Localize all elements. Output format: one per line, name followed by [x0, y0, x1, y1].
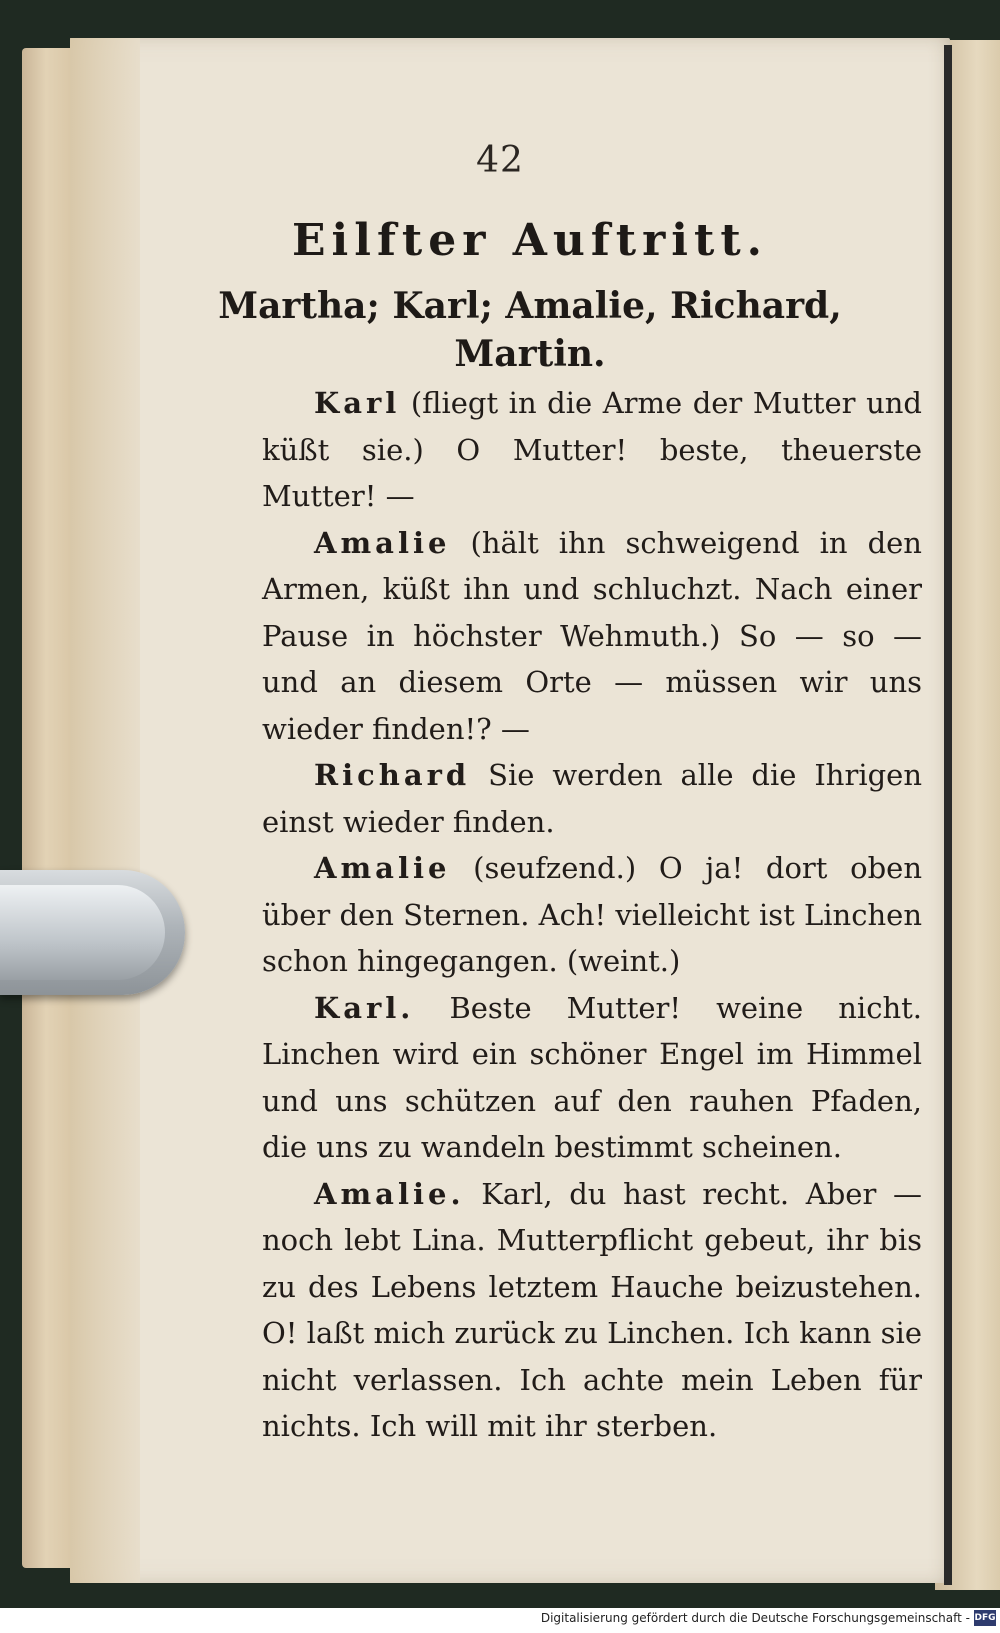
digitization-credit: Digitalisierung gefördert durch die Deutsche Forschungsgemeinschaft -: [540, 1611, 970, 1625]
dialogue-paragraph: [262, 520, 922, 753]
dialogue-text: Sie werden alle die Ihrigen einst wieder finden.: [262, 758, 922, 839]
dialogue-paragraph: [262, 985, 922, 1171]
speaker-name: Richard: [314, 758, 471, 792]
dialogue-text: Karl, du hast recht. Aber — noch lebt Lina. Mutterpflicht gebeut, ihr bis zu des Lebens letztem Hauche beizustehen. O! laßt mich zurück zu Linchen. Ich kann sie nicht verlassen. Ich achte mein Leben für nichts. Ich will mit ihr sterben.: [262, 1176, 922, 1443]
speaker-name: Amalie.: [314, 1176, 465, 1211]
page-gutter: [70, 38, 140, 1583]
dialogue-text: (fliegt in die Arme der Mutter und küßt sie.) O Mutter! beste, theuerste Mutter! —: [262, 386, 922, 513]
dialogue-body: [262, 380, 922, 1450]
dialogue-paragraph: [262, 845, 922, 985]
character-list: Martha; Karl; Amalie, Richard, Martin.: [218, 285, 842, 375]
speaker-name: Amalie: [314, 525, 451, 560]
dialogue-text: Beste Mutter! weine nicht. Linchen wird ein schöner Engel im Himmel und uns schützen auf den rauhen Pfaden, die uns zu wandeln bestimmt scheinen.: [262, 990, 922, 1164]
page-number: 42: [476, 140, 524, 181]
dialogue-paragraph: [262, 380, 922, 520]
dialogue-text: (hält ihn schweigend in den Armen, küßt ihn und schluchzt. Nach einer Pause in höchster Wehmuth.) So — so — und an diesem Orte — müssen wir uns wieder finden!? —: [262, 525, 922, 746]
page-spine-shadow: [944, 45, 952, 1585]
dfg-logo-icon: DFG: [974, 1610, 996, 1626]
speaker-name: Amalie: [314, 851, 451, 885]
dialogue-paragraph: [262, 752, 922, 845]
speaker-name: Karl: [314, 386, 401, 420]
speaker-name: Karl.: [314, 990, 415, 1025]
dialogue-paragraph: [262, 1171, 922, 1450]
page-holder-clip-highlight: [0, 885, 165, 980]
scene-title: Eilfter Auftritt.: [292, 215, 768, 266]
dialogue-text: (seufzend.) O ja! dort oben über den Sternen. Ach! vielleicht ist Linchen schon hingegangen. (weint.): [262, 851, 922, 978]
